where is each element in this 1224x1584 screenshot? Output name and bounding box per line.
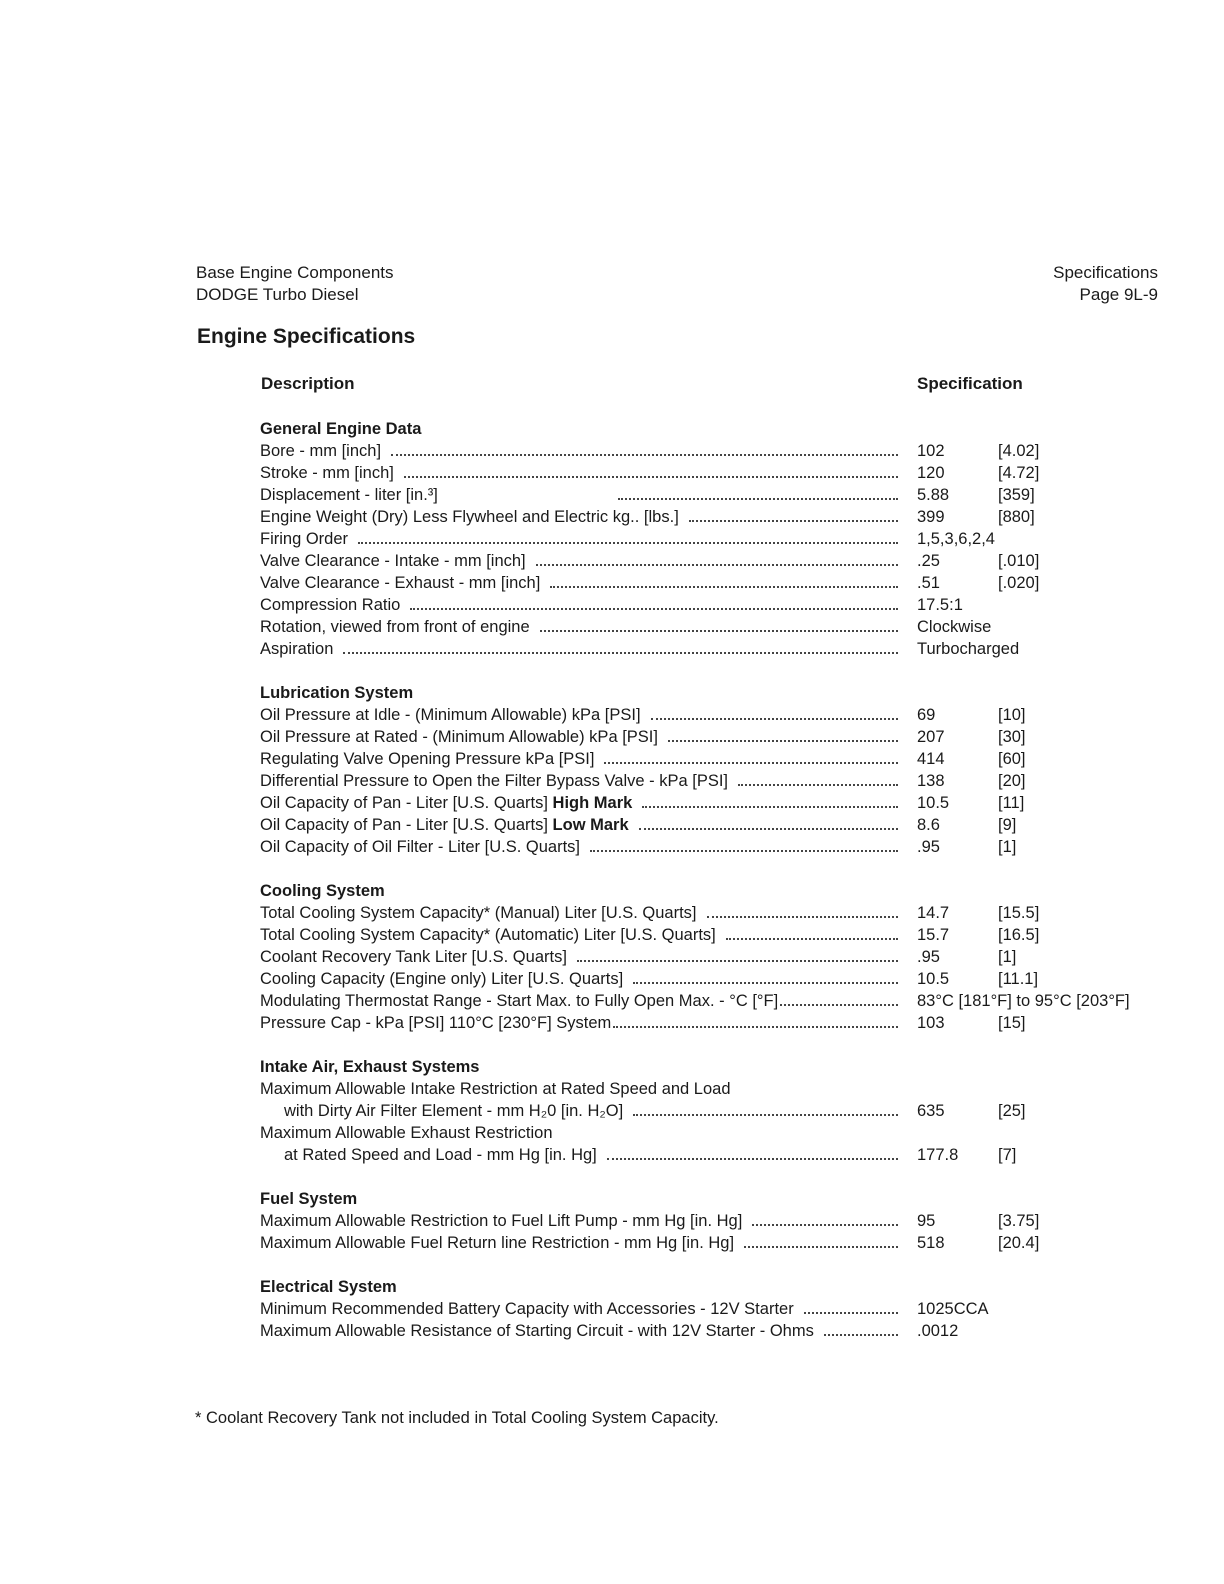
spec-value-imperial: [7]: [998, 1146, 1017, 1164]
header-left: [196, 262, 394, 306]
spec-value-imperial: [.010]: [998, 552, 1040, 570]
section-cooling-system: [260, 880, 1170, 1034]
dot-leader: [804, 1298, 898, 1314]
dot-leader: [642, 792, 898, 808]
spec-row: [260, 924, 1170, 946]
spec-label: Firing Order: [260, 530, 349, 548]
spec-label: Modulating Thermostat Range - Start Max. to Fully Open Max. - °C [°F]: [260, 992, 779, 1010]
dot-leader: [738, 770, 898, 786]
spec-label: Aspiration: [260, 640, 334, 658]
spec-row: [260, 1298, 1170, 1320]
spec-value-metric: 399: [917, 508, 945, 526]
spec-value-imperial: [1]: [998, 838, 1017, 856]
spec-label: Cooling Capacity (Engine only) Liter [U.S. Quarts]: [260, 970, 624, 988]
dot-leader: [744, 1232, 898, 1248]
header-chapter: Specifications: [1053, 263, 1158, 282]
spec-label: Coolant Recovery Tank Liter [U.S. Quarts]: [260, 948, 567, 966]
spec-value-imperial: [4.02]: [998, 442, 1040, 460]
spec-value-imperial: [3.75]: [998, 1212, 1040, 1230]
spec-row: [260, 462, 1170, 484]
spec-table: [260, 418, 1170, 1364]
spec-label: Bore - mm [inch]: [260, 442, 382, 460]
spec-label: Maximum Allowable Fuel Return line Restriction - mm Hg [in. Hg]: [260, 1234, 735, 1252]
spec-row: [260, 1320, 1170, 1342]
spec-row: [260, 836, 1170, 858]
spec-label: [260, 814, 629, 836]
spec-label: [260, 792, 632, 814]
spec-row: [260, 1100, 1170, 1122]
dot-leader: [668, 726, 898, 742]
dot-leader: [633, 1100, 898, 1116]
spec-row: [260, 814, 1170, 836]
spec-label: Displacement - liter [in.³]: [260, 486, 438, 504]
spec-label: Maximum Allowable Restriction to Fuel Lift Pump - mm Hg [in. Hg]: [260, 1212, 743, 1230]
spec-value-imperial: [1]: [998, 948, 1017, 966]
spec-label-text: Oil Capacity of Pan - Liter [U.S. Quarts]: [260, 816, 548, 834]
spec-value: 1,5,3,6,2,4: [917, 530, 995, 548]
dot-leader: [639, 814, 898, 830]
page-number: Page 9L-9: [1079, 285, 1158, 304]
dot-leader: [824, 1320, 898, 1336]
spec-value-metric: 10.5: [917, 794, 950, 812]
spec-value-metric: 138: [917, 772, 945, 790]
spec-value-metric: 414: [917, 750, 945, 768]
spec-label: Engine Weight (Dry) Less Flywheel and Electric kg.. [lbs.]: [260, 508, 679, 526]
section-title: Lubrication System: [260, 684, 414, 702]
page-title: Engine Specifications: [197, 325, 416, 348]
spec-value-metric: 518: [917, 1234, 945, 1252]
section-fuel-system: [260, 1188, 1170, 1254]
spec-value-imperial: [880]: [998, 508, 1035, 526]
spec-row: [260, 704, 1170, 726]
spec-value: Clockwise: [917, 618, 992, 636]
spec-value-metric: 635: [917, 1102, 945, 1120]
dot-leader: [550, 572, 898, 588]
spec-row: [260, 902, 1170, 924]
spec-label: Maximum Allowable Resistance of Starting Circuit - with 12V Starter - Ohms: [260, 1322, 814, 1340]
dot-leader: [410, 594, 898, 610]
spec-row: [260, 968, 1170, 990]
spec-value-imperial: [9]: [998, 816, 1017, 834]
dot-leader: [689, 506, 898, 522]
spec-row: [260, 484, 1170, 506]
spec-label-text: Oil Capacity of Pan - Liter [U.S. Quarts]: [260, 794, 548, 812]
spec-row: [260, 1144, 1170, 1166]
spec-row: [260, 792, 1170, 814]
dot-leader: [707, 902, 898, 918]
spec-value-metric: 207: [917, 728, 945, 746]
spec-value-imperial: [20]: [998, 772, 1026, 790]
spec-label: at Rated Speed and Load - mm Hg [in. Hg]: [284, 1146, 597, 1164]
spec-row: [260, 1232, 1170, 1254]
dot-leader: [618, 484, 898, 500]
dot-leader: [613, 1012, 898, 1028]
dot-leader: [391, 440, 898, 456]
spec-label: Oil Pressure at Idle - (Minimum Allowable) kPa [PSI]: [260, 706, 641, 724]
section-title: Electrical System: [260, 1278, 397, 1296]
dot-leader: [577, 946, 898, 962]
spec-value-metric: .95: [917, 838, 940, 856]
spec-value-imperial: [4.72]: [998, 464, 1040, 482]
column-header-specification: Specification: [917, 374, 1023, 393]
spec-value-metric: 5.88: [917, 486, 950, 504]
footnote: * Coolant Recovery Tank not included in Total Cooling System Capacity.: [195, 1409, 719, 1427]
spec-value-metric: 69: [917, 706, 936, 724]
spec-value-metric: 95: [917, 1212, 936, 1230]
spec-label: Total Cooling System Capacity* (Automatic) Liter [U.S. Quarts]: [260, 926, 716, 944]
spec-label: Rotation, viewed from front of engine: [260, 618, 530, 636]
spec-value: 17.5:1: [917, 596, 963, 614]
spec-value: 83°C [181°F] to 95°C [203°F]: [917, 992, 1130, 1010]
dot-leader: [780, 990, 898, 1006]
dot-leader: [536, 550, 898, 566]
spec-row: [260, 1012, 1170, 1034]
section-title: Cooling System: [260, 882, 385, 900]
spec-value-metric: .25: [917, 552, 940, 570]
dot-leader: [726, 924, 898, 940]
spec-label: Pressure Cap - kPa [PSI] 110°C [230°F] System: [260, 1014, 612, 1032]
level-mark: High Mark: [552, 794, 633, 812]
spec-value-metric: 15.7: [917, 926, 950, 944]
spec-row: [260, 528, 1170, 550]
spec-value-metric: 177.8: [917, 1146, 959, 1164]
spec-value-metric: 10.5: [917, 970, 950, 988]
spec-label: Minimum Recommended Battery Capacity with Accessories - 12V Starter: [260, 1300, 794, 1318]
spec-value: Turbocharged: [917, 640, 1020, 658]
section-title: Intake Air, Exhaust Systems: [260, 1058, 480, 1076]
dot-leader: [607, 1144, 898, 1160]
section-title: Fuel System: [260, 1190, 358, 1208]
dot-leader: [590, 836, 898, 852]
spec-label: Valve Clearance - Exhaust - mm [inch]: [260, 574, 541, 592]
header-vehicle-name: DODGE Turbo Diesel: [196, 285, 359, 304]
spec-label: Oil Pressure at Rated - (Minimum Allowable) kPa [PSI]: [260, 728, 658, 746]
spec-row: [260, 638, 1170, 660]
spec-value-imperial: [11]: [998, 794, 1025, 812]
spec-row: [260, 594, 1170, 616]
dot-leader: [752, 1210, 898, 1226]
spec-label: Oil Capacity of Oil Filter - Liter [U.S. Quarts]: [260, 838, 580, 856]
spec-row: [260, 616, 1170, 638]
spec-value-metric: 120: [917, 464, 945, 482]
spec-value-metric: .95: [917, 948, 940, 966]
spec-value-imperial: [11.1]: [998, 970, 1039, 988]
spec-row: [260, 572, 1170, 594]
spec-value-metric: 102: [917, 442, 945, 460]
spec-value-imperial: [15]: [998, 1014, 1026, 1032]
dot-leader: [604, 748, 898, 764]
spec-value-imperial: [60]: [998, 750, 1026, 768]
header-section-name: Base Engine Components: [196, 263, 394, 282]
spec-label: Compression Ratio: [260, 596, 401, 614]
spec-value: .0012: [917, 1322, 959, 1340]
dot-leader: [343, 638, 898, 654]
spec-row: [260, 770, 1170, 792]
spec-value-metric: 14.7: [917, 904, 950, 922]
spec-label: with Dirty Air Filter Element - mm H₂0 [in. H₂O]: [284, 1102, 624, 1120]
spec-label: Valve Clearance - Intake - mm [inch]: [260, 552, 526, 570]
spec-value-imperial: [30]: [998, 728, 1026, 746]
spec-value-imperial: [359]: [998, 486, 1035, 504]
section-intake-exhaust: [260, 1056, 1170, 1166]
spec-value-imperial: [.020]: [998, 574, 1040, 592]
dot-leader: [404, 462, 898, 478]
spec-value: 1025CCA: [917, 1300, 989, 1318]
spec-label-line: Maximum Allowable Intake Restriction at Rated Speed and Load: [260, 1080, 731, 1098]
dot-leader: [358, 528, 898, 544]
spec-row: [260, 726, 1170, 748]
section-title: General Engine Data: [260, 420, 422, 438]
spec-row: [260, 440, 1170, 462]
level-mark: Low Mark: [552, 816, 629, 834]
spec-value-imperial: [25]: [998, 1102, 1026, 1120]
spec-value-imperial: [20.4]: [998, 1234, 1040, 1252]
spec-value-metric: .51: [917, 574, 940, 592]
spec-row: [260, 506, 1170, 528]
spec-label: Total Cooling System Capacity* (Manual) Liter [U.S. Quarts]: [260, 904, 697, 922]
spec-value-imperial: [15.5]: [998, 904, 1040, 922]
dot-leader: [633, 968, 898, 984]
dot-leader: [651, 704, 898, 720]
section-general-engine-data: [260, 418, 1170, 660]
header-right: [1053, 262, 1158, 306]
spec-value-metric: 103: [917, 1014, 945, 1032]
spec-label-line: Maximum Allowable Exhaust Restriction: [260, 1124, 553, 1142]
spec-value-metric: 8.6: [917, 816, 940, 834]
dot-leader: [540, 616, 898, 632]
spec-row: [260, 946, 1170, 968]
section-lubrication-system: [260, 682, 1170, 858]
spec-row: [260, 990, 1170, 1012]
spec-row: [260, 1210, 1170, 1232]
spec-label: Stroke - mm [inch]: [260, 464, 394, 482]
spec-row: [260, 748, 1170, 770]
section-electrical-system: [260, 1276, 1170, 1342]
column-header-description: Description: [261, 374, 355, 393]
spec-label: Regulating Valve Opening Pressure kPa [PSI]: [260, 750, 595, 768]
spec-row: [260, 550, 1170, 572]
spec-label: Differential Pressure to Open the Filter Bypass Valve - kPa [PSI]: [260, 772, 729, 790]
spec-value-imperial: [10]: [998, 706, 1026, 724]
spec-value-imperial: [16.5]: [998, 926, 1040, 944]
